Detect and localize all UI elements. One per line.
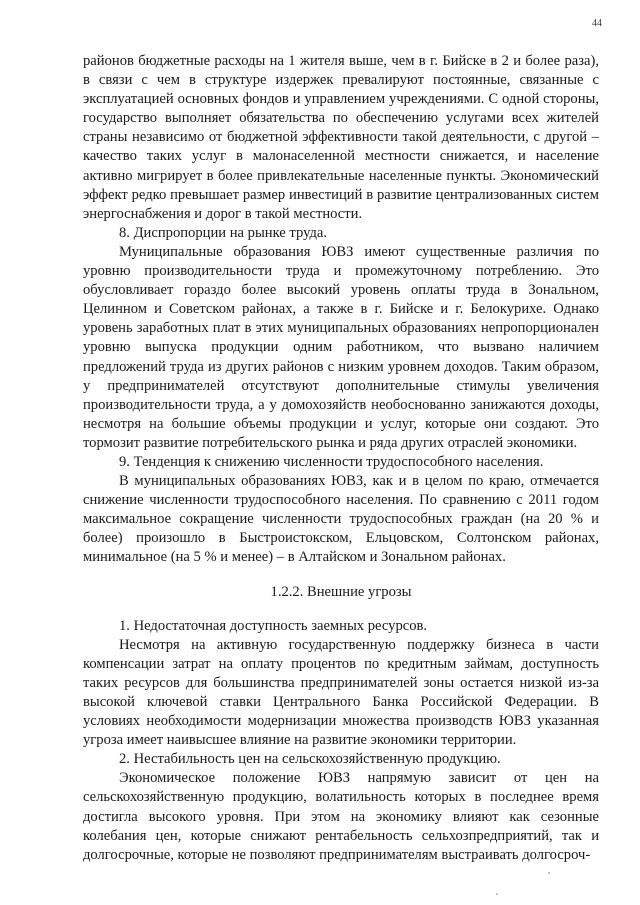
paragraph: В муниципальных образованиях ЮВЗ, как и в целом по краю, отмечается снижение численности трудоспособного населения. По сравнению с 2011 годом максимальное сокращение численности трудоспособных граждан (на 20 % и более) произошло в Быстроистокском, Ельцовском, Солтонском районах, минимальное (на 5 % и менее) – в Алтайском и Зональном районах. [83,473,599,566]
scan-speck [548,872,550,874]
list-item-heading: 8. Диспропорции на рынке труда. [119,224,328,241]
section-heading: 1.2.2. Внешние угрозы [270,583,412,600]
paragraph: Муниципальные образования ЮВЗ имеют существенные различия по уровню производительности труда и промежуточному потреблению. Это обусловливает гораздо более высокий уровень оплаты труда в Зональном, Целинном и Советском районах, а также в г. Бийске и г. Белокурихе. Однако уровень заработных плат в этих муниципальных образованиях непропорционален уровню выпуска продукции одним работником, что вызвано наличием предложений труда из других районов с низким уровнем доходов. Таким образом, у предпринимателей отсутствуют дополнительные стимулы увеличения производительности труда, а у домохозяйств необоснованно занижаются доходы, несмотря на большие объемы продукции и услуг, которые они создают. Это тормозит развитие потребительского рынка и ряда других отраслей экономики. [83,243,599,451]
list-item-heading: 1. Недостаточная доступность заемных ресурсов. [119,617,428,634]
document-body [83,52,599,865]
paragraph: Экономическое положение ЮВЗ напрямую зависит от цен на сельскохозяйственную продукцию, волатильность которых в последнее время достигла высокого уровня. При этом на экономику влияют как сезонные колебания цен, которые снижают рентабельность сельхозпредприятий, так и долгосрочные, которые не позволяют предпринимателям выстраивать долгосроч- [83,770,599,863]
list-item-heading: 2. Нестабильность цен на сельскохозяйственную продукцию. [119,751,501,768]
paragraph-continuation: районов бюджетные расходы на 1 жителя выше, чем в г. Бийске в 2 и более раза), в связи с чем в структуре издержек превалируют постоянные, связанные с эксплуатацией основных фондов и управлением учреждениями. С одной стороны, государство выполняет обязательства по обеспечению услугами всех жителей страны независимо от бюджетной эффективности такой деятельности, с другой – качество таких услуг в малонаселенной местности снижается, и население активно мигрирует в более привлекательные населенные пункты. Экономический эффект редко превышает размер инвестиций в развитие централизованных систем энергоснабжения и дорог в такой местности. [83,53,599,222]
paragraph: Несмотря на активную государственную поддержку бизнеса в части компенсации затрат на оплату процентов по кредитным займам, доступность таких ресурсов для большинства предпринимателей зоны остается низкой из-за высокой ключевой ставки Центрального Банка Российской Федерации. В условиях необходимости модернизации множества производств ЮВЗ указанная угроза имеет наивысшее влияние на развитие экономики территории. [83,636,599,749]
list-item-heading: 9. Тенденция к снижению численности трудоспособного населения. [119,453,544,470]
page-number: 44 [592,18,602,29]
scan-speck [496,893,498,895]
